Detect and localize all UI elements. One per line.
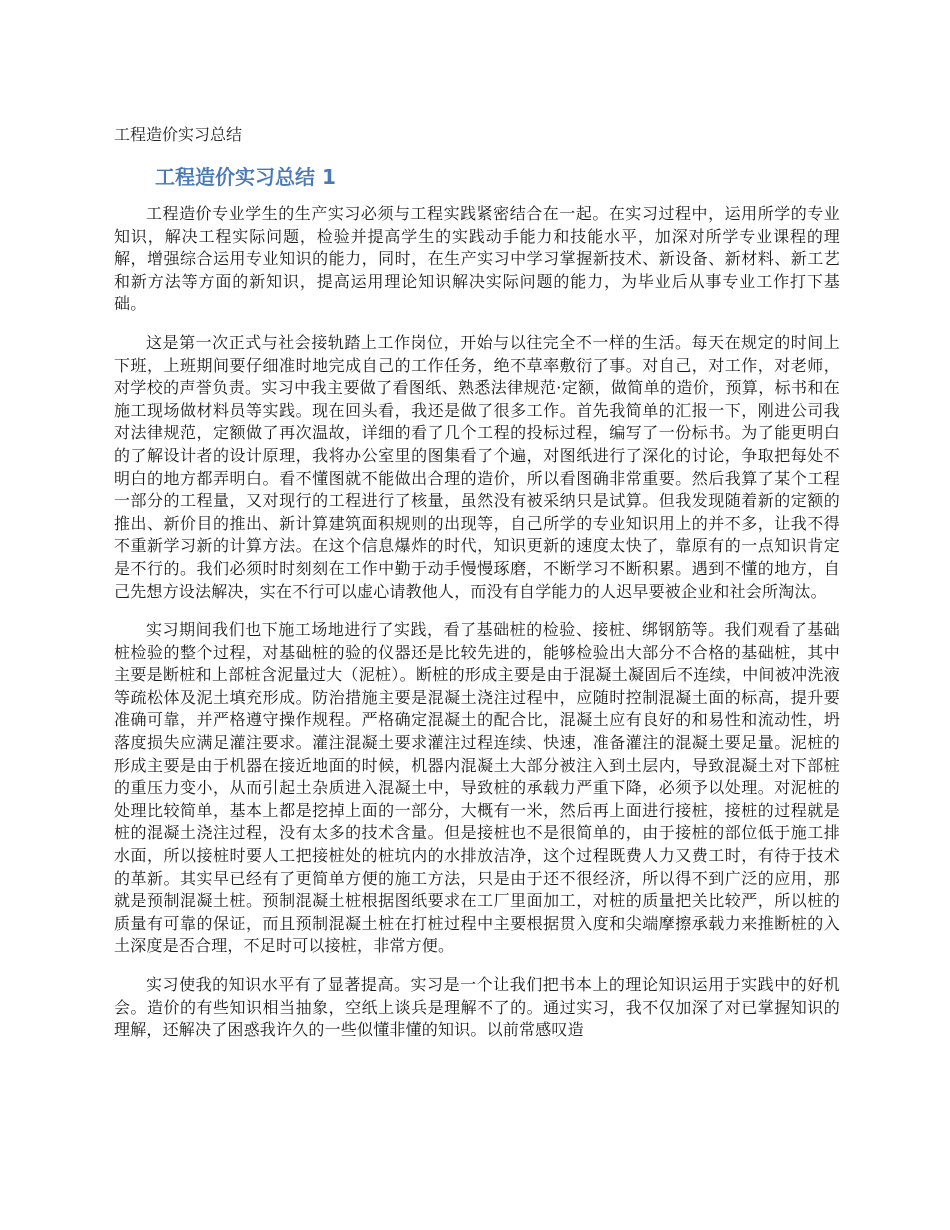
paragraph: 实习使我的知识水平有了显著提高。实习是一个让我们把书本上的理论知识运用于实践中的好机会。造价的有些知识相当抽象，空纸上谈兵是理解不了的。通过实习，我不仅加深了对已掌握知识的理解，还解决了困惑我许久的一些似懂非懂的知识。以前常感叹造 [114, 975, 840, 1040]
document-header: 工程造价实习总结 [114, 125, 243, 144]
paragraph: 这是第一次正式与社会接轨踏上工作岗位，开始与以往完全不一样的生活。每天在规定的时间上下班，上班期间要仔细准时地完成自己的工作任务，绝不草率敷衍了事。对自己，对工作，对老师，对学校的声誉负责。实习中我主要做了看图纸、熟悉法律规范·定额，做简单的造价，预算，标书和在施工现场做材料员等实践。现在回头看，我还是做了很多工作。首先我简单的汇报一下，刚进公司我对法律规范，定额做了再次温故，详细的看了几个工程的投标过程，编写了一份标书。为了能更明白的了解设计者的设计原理，我将办公室里的图集看了个遍，对图纸进行了深化的讨论，争取把每处不明白的地方都弄明白。看不懂图就不能做出合理的造价，所以看图确非常重要。然后我算了某个工程一部分的工程量，又对现行的工程进行了核量，虽然没有被采纳只是试算。但我发现随着新的定额的推出、新价目的推出、新计算建筑面积规则的出现等，自己所学的专业知识用上的并不多，让我不得不重新学习新的计算方法。在这个信息爆炸的时代，知识更新的速度太快了，靠原有的一点知识肯定是不行的。我们必须时时刻刻在工作中勤于动手慢慢琢磨，不断学习不断积累。遇到不懂的地方，自己先想方设法解决，实在不行可以虚心请教他人，而没有自学能力的人迟早要被企业和社会所淘汰。 [114, 332, 840, 601]
paragraph: 工程造价专业学生的生产实习必须与工程实践紧密结合在一起。在实习过程中，运用所学的专业知识，解决工程实际问题，检验并提高学生的实践动手能力和技能水平，加深对所学专业课程的理解，增强综合运用专业知识的能力，同时，在生产实习中学习掌握新技术、新设备、新材料、新工艺和新方法等方面的新知识，提高运用理论知识解决实际问题的能力，为毕业后从事专业工作打下基础。 [114, 204, 840, 314]
document-body [114, 203, 840, 1058]
paragraph: 实习期间我们也下施工场地进行了实践，看了基础桩的检验、接桩、绑钢筋等。我们观看了基础桩检验的整个过程，对基础桩的验的仪器还是比较先进的，能够检验出大部分不合格的基础桩，其中主要是断桩和上部桩含泥量过大（泥桩）。断桩的形成主要是由于混凝土凝固后不连续，中间被冲洗液等疏松体及泥土填充形成。防治措施主要是混凝土浇注过程中，应随时控制混凝土面的标高，提升要准确可靠，并严格遵守操作规程。严格确定混凝土的配合比，混凝土应有良好的和易性和流动性，坍落度损失应满足灌注要求。灌注混凝土要求灌注过程连续、快速，准备灌注的混凝土要足量。泥桩的形成主要是由于机器在接近地面的时候，机器内混凝土大部分被注入到土层内，导致混凝土对下部桩的重压力变小，从而引起土杂质进入混凝土中，导致桩的承载力严重下降，必须予以处理。对泥桩的处理比较简单，基本上都是挖掉上面的一部分，大概有一米，然后再上面进行接桩，接桩的过程就是桩的混凝土浇注过程，没有太多的技术含量。但是接桩也不是很简单的，由于接桩的部位低于施工排水面，所以接桩时要人工把接桩处的桩坑内的水排放洁净，这个过程既费人力又费工时，有待于技术的革新。其实早已经有了更简单方便的施工方法，只是由于还不很经济，所以得不到广泛的应用，那就是预制混凝土桩。预制混凝土桩根据图纸要求在工厂里面加工，对桩的质量把关比较严，所以桩的质量有可靠的保证，而且预制混凝土桩在打桩过程中主要根据贯入度和尖端摩擦承载力来推断桩的入土深度是否合理，不足时可以接桩，非常方便。 [114, 620, 840, 956]
document-title: 工程造价实习总结 1 [155, 165, 336, 189]
